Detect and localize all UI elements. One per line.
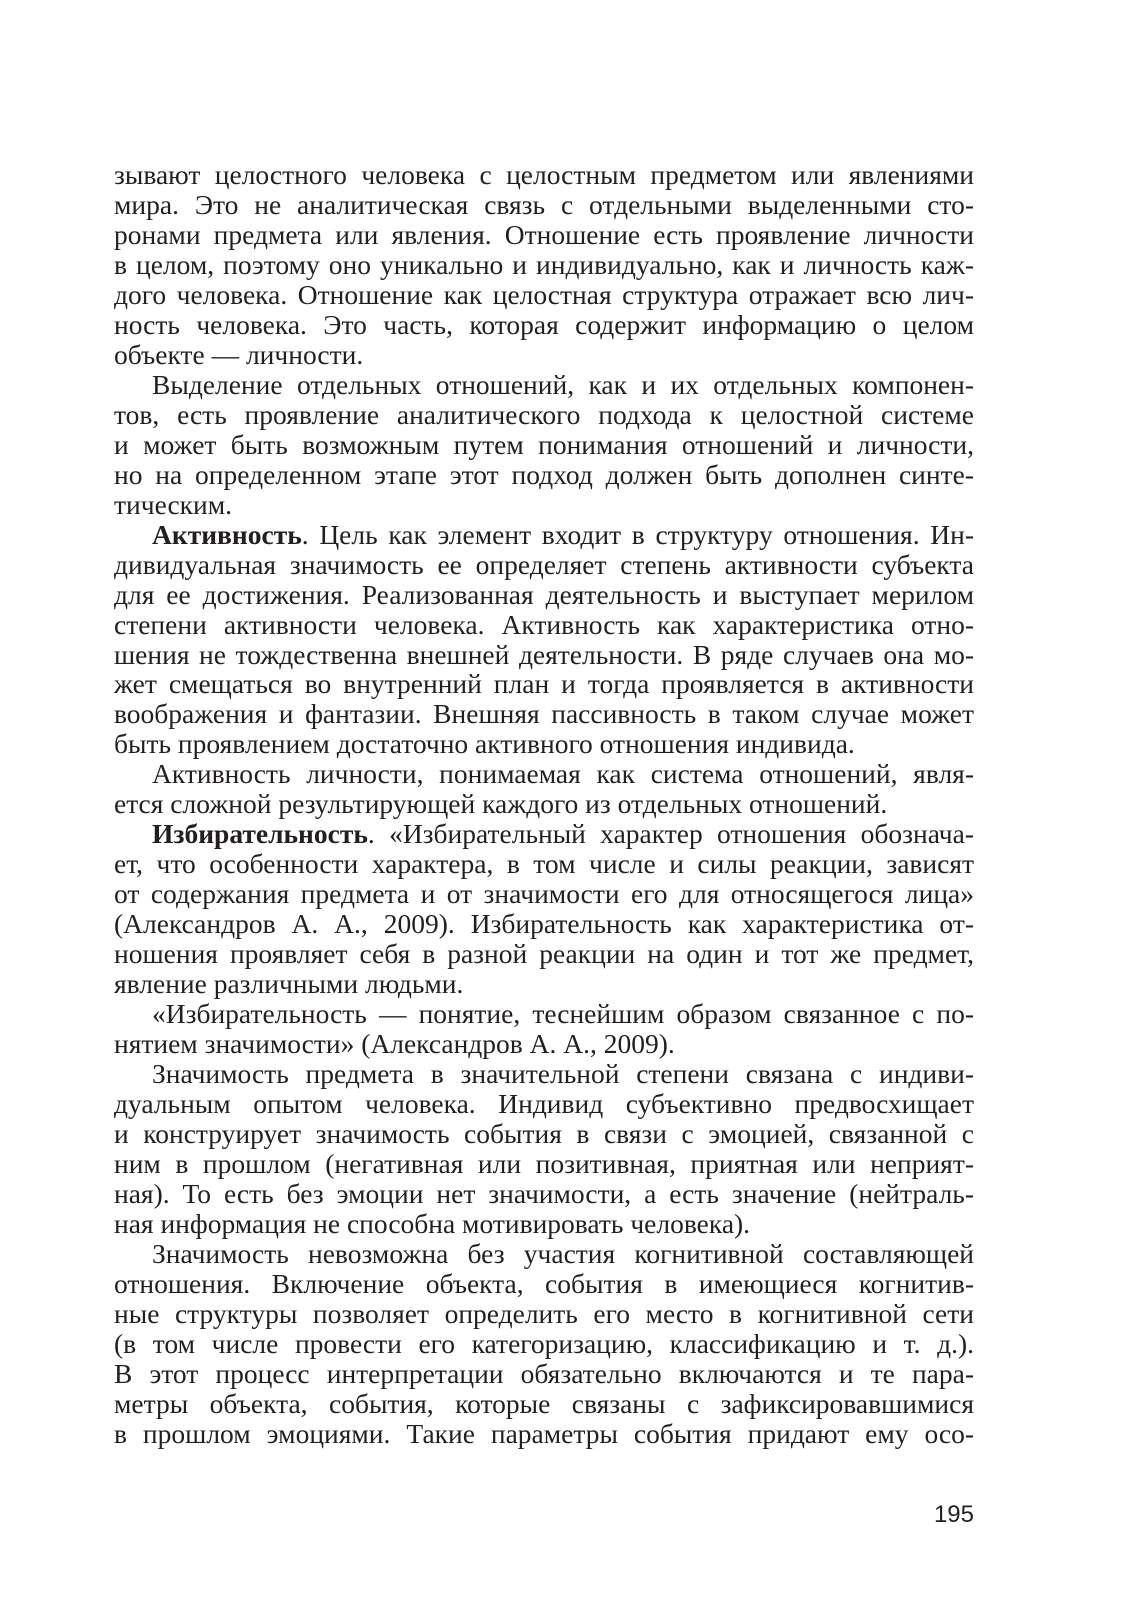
- text-line: метры объекта, события, которые связаны с зафиксировавшимися: [114, 1387, 974, 1419]
- text-line: воображения и фантазии. Внешняя пассивность в таком случае может: [114, 698, 974, 730]
- text-line: дуальным опытом человека. Индивид субъективно предвосхищает: [114, 1088, 974, 1120]
- text-line: от содержания предмета и от значимости его для относящегося лица»: [114, 878, 974, 910]
- term-heading: Избирательность: [152, 818, 368, 850]
- text-line: ношения проявляет себя в разной реакции на один и тот же предмет,: [114, 938, 974, 970]
- text-line: Значимость предмета в значительной степени связана с индиви-: [152, 1058, 974, 1090]
- text-line: Значимость невозможна без участия когнитивной составляющей: [152, 1237, 974, 1269]
- text-line: явление различными людьми.: [114, 968, 464, 1000]
- text-line: для ее достижения. Реализованная деятельность и выступает мерилом: [114, 578, 974, 610]
- text-line: ная). То есть без эмоции нет значимости, а есть значение (нейтраль-: [114, 1177, 974, 1209]
- term-heading: Активность: [152, 518, 302, 550]
- text-line: ная информация не способна мотивировать человека).: [114, 1207, 751, 1239]
- text-line: ется сложной результирующей каждого из отдельных отношений.: [114, 788, 888, 820]
- text-line: ет, что особенности характера, в том числе и силы реакции, зависят: [114, 848, 974, 880]
- text-line: но на определенном этапе этот подход должен быть дополнен синте-: [114, 458, 974, 490]
- text-line: В этот процесс интерпретации обязательно включаются и те пара-: [114, 1357, 974, 1389]
- text-line: ним в прошлом (негативная или позитивная, приятная или неприят-: [114, 1147, 974, 1179]
- text-line: жет смещаться во внутренний план и тогда проявляется в активности: [114, 668, 974, 700]
- text-run: . Цель как элемент входит в структуру отношения. Ин-: [301, 518, 974, 550]
- text-line: объекте — личности.: [114, 338, 364, 370]
- text-line: (Александров А. А., 2009). Избирательность как характеристика от-: [114, 908, 974, 940]
- text-line: быть проявлением достаточно активного отношения индивида.: [114, 728, 855, 760]
- text-line: «Избирательность — понятие, теснейшим образом связанное с по-: [152, 998, 974, 1030]
- text-line: [114, 520, 974, 550]
- text-line: [114, 819, 974, 849]
- body-text: [114, 160, 974, 1449]
- text-line: зывают целостного человека с целостным предметом или явлениями: [114, 159, 974, 190]
- text-line: нятием значимости» (Александров А. А., 2009).: [114, 1028, 675, 1060]
- text-line: и конструирует значимость события в связи с эмоцией, связанной с: [114, 1118, 974, 1149]
- text-line: отношения. Включение объекта, события в имеющиеся когнитив-: [114, 1267, 974, 1299]
- text-line: Выделение отдельных отношений, как и их отдельных компонен-: [152, 368, 974, 400]
- text-run: . «Избирательный характер отношения обознача-: [367, 818, 974, 850]
- text-line: в прошлом эмоциями. Такие параметры события придают ему осо-: [114, 1417, 974, 1449]
- text-line: ность человека. Это часть, которая содержит информацию о целом: [114, 308, 974, 340]
- text-line: шения не тождественна внешней деятельности. В ряде случаев она мо-: [114, 638, 974, 670]
- text-line: тов, есть проявление аналитического подхода к целостной системе: [114, 398, 974, 430]
- text-line: Активность личности, понимаемая как система отношений, явля-: [152, 758, 974, 790]
- text-line: ронами предмета или явления. Отношение есть проявление личности: [114, 218, 974, 250]
- text-line: и может быть возможным путем понимания отношений и личности,: [114, 428, 974, 460]
- text-line: ные структуры позволяет определить его место в когнитивной сети: [114, 1297, 974, 1329]
- text-line: дого человека. Отношение как целостная структура отражает всю лич-: [114, 278, 974, 310]
- text-line: тическим.: [114, 488, 233, 520]
- page-number: 195: [933, 1501, 974, 1528]
- text-line: мира. Это не аналитическая связь с отдельными выделенными сто-: [114, 188, 974, 220]
- text-line: в целом, поэтому оно уникально и индивидуально, как и личность каж-: [114, 248, 974, 280]
- text-line: (в том числе провести его категоризацию, классификацию и т. д.).: [114, 1327, 974, 1359]
- text-line: дивидуальная значимость ее определяет степень активности субъекта: [114, 548, 974, 580]
- text-line: степени активности человека. Активность как характеристика отно-: [114, 608, 974, 640]
